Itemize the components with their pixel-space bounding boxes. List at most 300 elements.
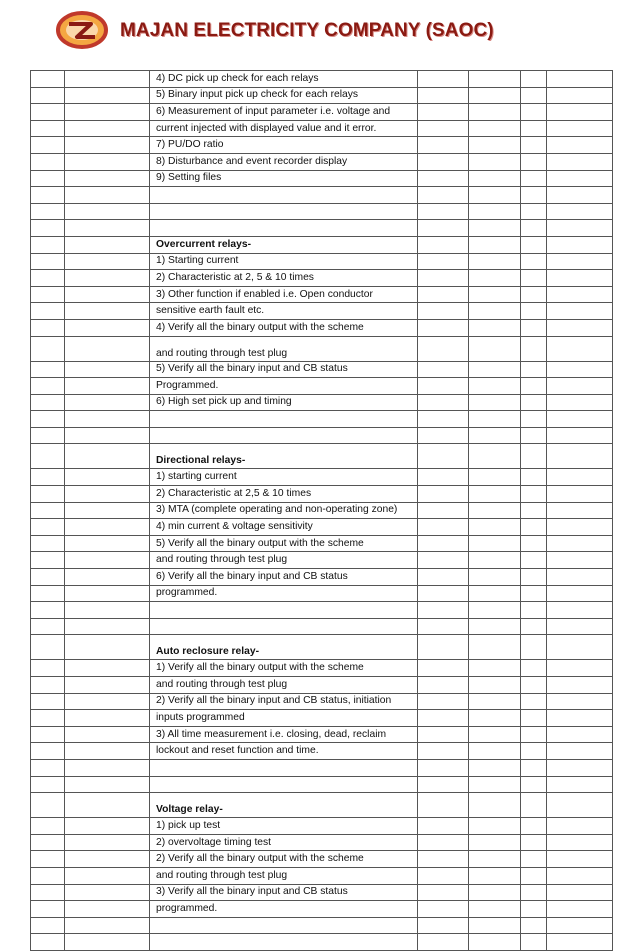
- empty-cell: [469, 759, 521, 776]
- table-row: [31, 378, 613, 395]
- empty-cell: [31, 660, 65, 677]
- table-row: [31, 884, 613, 901]
- section-heading: Directional relays-: [150, 444, 418, 469]
- empty-cell: [521, 776, 547, 793]
- empty-cell: [521, 120, 547, 137]
- empty-cell: [31, 834, 65, 851]
- empty-cell: [418, 535, 469, 552]
- empty-cell: [31, 104, 65, 121]
- table-row: [31, 917, 613, 934]
- table-row: [31, 427, 613, 444]
- table-row: [31, 834, 613, 851]
- test-item-text: sensitive earth fault etc.: [150, 303, 418, 320]
- test-item-text: 3) MTA (complete operating and non-operating zone): [150, 502, 418, 519]
- empty-cell: [521, 569, 547, 586]
- test-item-text: 5) Verify all the binary output with the scheme: [150, 535, 418, 552]
- empty-cell: [469, 87, 521, 104]
- empty-cell: [547, 319, 613, 336]
- empty-cell: [65, 867, 150, 884]
- table-row: [31, 361, 613, 378]
- empty-cell: [65, 71, 150, 88]
- empty-cell: [31, 153, 65, 170]
- empty-cell: [31, 486, 65, 503]
- empty-cell: [521, 486, 547, 503]
- empty-cell: [418, 635, 469, 660]
- empty-cell: [521, 677, 547, 694]
- empty-cell: [418, 726, 469, 743]
- empty-cell: [65, 793, 150, 818]
- empty-cell: [418, 469, 469, 486]
- empty-cell: [521, 319, 547, 336]
- table-row: [31, 286, 613, 303]
- test-checklist-table: [30, 70, 613, 951]
- empty-cell: [418, 394, 469, 411]
- test-item-text: 6) Verify all the binary input and CB status: [150, 569, 418, 586]
- empty-cell: [521, 104, 547, 121]
- empty-cell: [418, 411, 469, 428]
- empty-cell: [469, 71, 521, 88]
- table-row: [31, 104, 613, 121]
- empty-cell: [547, 170, 613, 187]
- empty-cell: [418, 486, 469, 503]
- empty-cell: [547, 361, 613, 378]
- empty-cell: [469, 502, 521, 519]
- empty-cell: [469, 660, 521, 677]
- empty-cell: [65, 394, 150, 411]
- empty-cell: [547, 411, 613, 428]
- empty-cell: [418, 286, 469, 303]
- test-item-text: [150, 917, 418, 934]
- empty-cell: [65, 901, 150, 918]
- test-item-text: [150, 618, 418, 635]
- empty-cell: [418, 378, 469, 395]
- empty-cell: [31, 569, 65, 586]
- test-item-text: 2) Verify all the binary input and CB status, initiation: [150, 693, 418, 710]
- empty-cell: [521, 469, 547, 486]
- empty-cell: [469, 602, 521, 619]
- empty-cell: [521, 303, 547, 320]
- empty-cell: [31, 286, 65, 303]
- empty-cell: [65, 411, 150, 428]
- table-row: [31, 486, 613, 503]
- empty-cell: [521, 411, 547, 428]
- test-item-text: and routing through test plug: [150, 867, 418, 884]
- empty-cell: [521, 710, 547, 727]
- empty-cell: [31, 469, 65, 486]
- test-item-text: 1) starting current: [150, 469, 418, 486]
- empty-cell: [65, 220, 150, 237]
- empty-cell: [65, 710, 150, 727]
- empty-cell: [547, 519, 613, 536]
- empty-cell: [547, 793, 613, 818]
- empty-cell: [31, 535, 65, 552]
- empty-cell: [65, 87, 150, 104]
- empty-cell: [418, 552, 469, 569]
- table-row: [31, 336, 613, 361]
- table-row: [31, 618, 613, 635]
- empty-cell: [547, 535, 613, 552]
- table-row: [31, 253, 613, 270]
- empty-cell: [469, 726, 521, 743]
- empty-cell: [418, 710, 469, 727]
- table-row: [31, 187, 613, 204]
- empty-cell: [521, 934, 547, 951]
- empty-cell: [65, 444, 150, 469]
- empty-cell: [469, 286, 521, 303]
- empty-cell: [31, 867, 65, 884]
- empty-cell: [31, 726, 65, 743]
- empty-cell: [418, 519, 469, 536]
- empty-cell: [65, 104, 150, 121]
- section-heading: Auto reclosure relay-: [150, 635, 418, 660]
- empty-cell: [65, 153, 150, 170]
- empty-cell: [65, 569, 150, 586]
- empty-cell: [65, 486, 150, 503]
- empty-cell: [31, 270, 65, 287]
- table-row: [31, 153, 613, 170]
- empty-cell: [521, 270, 547, 287]
- empty-cell: [547, 693, 613, 710]
- empty-cell: [418, 901, 469, 918]
- empty-cell: [418, 270, 469, 287]
- empty-cell: [469, 253, 521, 270]
- empty-cell: [521, 444, 547, 469]
- empty-cell: [31, 743, 65, 760]
- empty-cell: [521, 901, 547, 918]
- test-item-text: 6) Measurement of input parameter i.e. voltage and: [150, 104, 418, 121]
- empty-cell: [547, 87, 613, 104]
- empty-cell: [547, 486, 613, 503]
- empty-cell: [521, 203, 547, 220]
- test-item-text: 4) min current & voltage sensitivity: [150, 519, 418, 536]
- empty-cell: [418, 71, 469, 88]
- empty-cell: [418, 693, 469, 710]
- empty-cell: [469, 104, 521, 121]
- empty-cell: [65, 759, 150, 776]
- empty-cell: [547, 618, 613, 635]
- empty-cell: [469, 834, 521, 851]
- empty-cell: [521, 519, 547, 536]
- empty-cell: [31, 602, 65, 619]
- empty-cell: [547, 104, 613, 121]
- empty-cell: [418, 759, 469, 776]
- empty-cell: [418, 137, 469, 154]
- empty-cell: [469, 444, 521, 469]
- empty-cell: [418, 236, 469, 253]
- empty-cell: [521, 818, 547, 835]
- test-item-text: 2) Characteristic at 2,5 & 10 times: [150, 486, 418, 503]
- empty-cell: [547, 602, 613, 619]
- empty-cell: [469, 303, 521, 320]
- empty-cell: [469, 394, 521, 411]
- empty-cell: [521, 917, 547, 934]
- empty-cell: [469, 793, 521, 818]
- empty-cell: [65, 137, 150, 154]
- empty-cell: [418, 444, 469, 469]
- empty-cell: [469, 818, 521, 835]
- empty-cell: [547, 502, 613, 519]
- table-row: [31, 585, 613, 602]
- table-row: [31, 319, 613, 336]
- empty-cell: [31, 618, 65, 635]
- test-item-text: Programmed.: [150, 378, 418, 395]
- empty-cell: [418, 253, 469, 270]
- empty-cell: [65, 427, 150, 444]
- empty-cell: [65, 934, 150, 951]
- test-item-text: 3) All time measurement i.e. closing, dead, reclaim: [150, 726, 418, 743]
- empty-cell: [547, 137, 613, 154]
- empty-cell: [521, 834, 547, 851]
- empty-cell: [418, 851, 469, 868]
- empty-cell: [469, 677, 521, 694]
- empty-cell: [31, 361, 65, 378]
- empty-cell: [547, 585, 613, 602]
- empty-cell: [521, 87, 547, 104]
- empty-cell: [547, 120, 613, 137]
- empty-cell: [65, 203, 150, 220]
- empty-cell: [547, 444, 613, 469]
- empty-cell: [469, 743, 521, 760]
- empty-cell: [469, 236, 521, 253]
- table-row: [31, 851, 613, 868]
- empty-cell: [31, 137, 65, 154]
- empty-cell: [31, 851, 65, 868]
- empty-cell: [547, 818, 613, 835]
- empty-cell: [469, 851, 521, 868]
- empty-cell: [418, 319, 469, 336]
- empty-cell: [469, 635, 521, 660]
- empty-cell: [547, 427, 613, 444]
- empty-cell: [469, 867, 521, 884]
- empty-cell: [65, 120, 150, 137]
- empty-cell: [31, 253, 65, 270]
- empty-cell: [521, 394, 547, 411]
- empty-cell: [469, 486, 521, 503]
- empty-cell: [418, 502, 469, 519]
- table-row: [31, 137, 613, 154]
- empty-cell: [521, 220, 547, 237]
- table-row: [31, 759, 613, 776]
- empty-cell: [469, 170, 521, 187]
- empty-cell: [31, 319, 65, 336]
- empty-cell: [521, 693, 547, 710]
- empty-cell: [65, 851, 150, 868]
- test-item-text: 4) DC pick up check for each relays: [150, 71, 418, 88]
- empty-cell: [469, 535, 521, 552]
- empty-cell: [418, 776, 469, 793]
- table-row: [31, 469, 613, 486]
- empty-cell: [521, 793, 547, 818]
- document-header: [0, 0, 638, 68]
- empty-cell: [31, 203, 65, 220]
- empty-cell: [547, 660, 613, 677]
- empty-cell: [418, 618, 469, 635]
- test-item-text: and routing through test plug: [150, 677, 418, 694]
- empty-cell: [521, 602, 547, 619]
- empty-cell: [547, 759, 613, 776]
- empty-cell: [31, 552, 65, 569]
- table-row: [31, 710, 613, 727]
- empty-cell: [31, 87, 65, 104]
- empty-cell: [521, 427, 547, 444]
- empty-cell: [547, 635, 613, 660]
- test-item-text: [150, 776, 418, 793]
- test-item-text: [150, 427, 418, 444]
- empty-cell: [547, 203, 613, 220]
- table-row: [31, 411, 613, 428]
- empty-cell: [547, 469, 613, 486]
- empty-cell: [31, 220, 65, 237]
- empty-cell: [31, 585, 65, 602]
- table-row: [31, 203, 613, 220]
- empty-cell: [521, 187, 547, 204]
- empty-cell: [521, 759, 547, 776]
- table-row: [31, 303, 613, 320]
- empty-cell: [469, 710, 521, 727]
- test-item-text: 3) Other function if enabled i.e. Open conductor: [150, 286, 418, 303]
- test-item-text: 8) Disturbance and event recorder display: [150, 153, 418, 170]
- table-row: [31, 87, 613, 104]
- empty-cell: [521, 170, 547, 187]
- empty-cell: [547, 378, 613, 395]
- empty-cell: [469, 361, 521, 378]
- empty-cell: [418, 867, 469, 884]
- empty-cell: [65, 170, 150, 187]
- empty-cell: [31, 934, 65, 951]
- empty-cell: [469, 427, 521, 444]
- test-item-text: [150, 602, 418, 619]
- test-item-text: programmed.: [150, 585, 418, 602]
- empty-cell: [65, 270, 150, 287]
- empty-cell: [469, 917, 521, 934]
- empty-cell: [469, 618, 521, 635]
- empty-cell: [31, 710, 65, 727]
- test-item-text: programmed.: [150, 901, 418, 918]
- table-row: [31, 552, 613, 569]
- majan-logo-icon: [55, 10, 110, 50]
- empty-cell: [418, 934, 469, 951]
- empty-cell: [547, 917, 613, 934]
- empty-cell: [547, 286, 613, 303]
- empty-cell: [418, 818, 469, 835]
- empty-cell: [418, 793, 469, 818]
- table-row: [31, 818, 613, 835]
- table-row: [31, 270, 613, 287]
- test-item-text: [150, 759, 418, 776]
- empty-cell: [65, 635, 150, 660]
- empty-cell: [469, 776, 521, 793]
- empty-cell: [31, 303, 65, 320]
- empty-cell: [31, 793, 65, 818]
- empty-cell: [469, 693, 521, 710]
- empty-cell: [469, 884, 521, 901]
- empty-cell: [418, 187, 469, 204]
- empty-cell: [521, 253, 547, 270]
- empty-cell: [418, 569, 469, 586]
- empty-cell: [31, 411, 65, 428]
- empty-cell: [65, 361, 150, 378]
- table-row: [31, 867, 613, 884]
- empty-cell: [469, 901, 521, 918]
- empty-cell: [418, 153, 469, 170]
- empty-cell: [521, 153, 547, 170]
- empty-cell: [65, 253, 150, 270]
- table-row: [31, 170, 613, 187]
- empty-cell: [418, 170, 469, 187]
- empty-cell: [31, 917, 65, 934]
- table-row: [31, 394, 613, 411]
- empty-cell: [547, 270, 613, 287]
- empty-cell: [418, 677, 469, 694]
- empty-cell: [469, 336, 521, 361]
- empty-cell: [418, 220, 469, 237]
- empty-cell: [469, 934, 521, 951]
- empty-cell: [521, 236, 547, 253]
- empty-cell: [65, 336, 150, 361]
- empty-cell: [31, 519, 65, 536]
- test-item-text: 5) Verify all the binary input and CB status: [150, 361, 418, 378]
- empty-cell: [547, 901, 613, 918]
- table-row: [31, 901, 613, 918]
- test-item-text: [150, 411, 418, 428]
- empty-cell: [521, 851, 547, 868]
- empty-cell: [31, 901, 65, 918]
- empty-cell: [547, 743, 613, 760]
- empty-cell: [65, 469, 150, 486]
- empty-cell: [31, 693, 65, 710]
- empty-cell: [469, 552, 521, 569]
- empty-cell: [418, 602, 469, 619]
- table-row: [31, 502, 613, 519]
- empty-cell: [418, 203, 469, 220]
- empty-cell: [31, 884, 65, 901]
- empty-cell: [547, 884, 613, 901]
- empty-cell: [418, 303, 469, 320]
- empty-cell: [65, 818, 150, 835]
- empty-cell: [469, 137, 521, 154]
- empty-cell: [547, 569, 613, 586]
- test-item-text: [150, 220, 418, 237]
- empty-cell: [521, 635, 547, 660]
- table-row: [31, 220, 613, 237]
- empty-cell: [65, 776, 150, 793]
- test-item-text: [150, 934, 418, 951]
- empty-cell: [65, 535, 150, 552]
- empty-cell: [547, 867, 613, 884]
- empty-cell: [31, 394, 65, 411]
- empty-cell: [65, 236, 150, 253]
- empty-cell: [469, 153, 521, 170]
- empty-cell: [469, 569, 521, 586]
- table-row: [31, 519, 613, 536]
- test-item-text: 3) Verify all the binary input and CB status: [150, 884, 418, 901]
- table-row: [31, 444, 613, 469]
- empty-cell: [65, 519, 150, 536]
- empty-cell: [31, 635, 65, 660]
- test-item-text: 1) Verify all the binary output with the scheme: [150, 660, 418, 677]
- empty-cell: [521, 585, 547, 602]
- empty-cell: [65, 884, 150, 901]
- empty-cell: [469, 411, 521, 428]
- section-heading: Voltage relay-: [150, 793, 418, 818]
- empty-cell: [547, 253, 613, 270]
- empty-cell: [547, 303, 613, 320]
- empty-cell: [65, 585, 150, 602]
- test-item-text: and routing through test plug: [150, 336, 418, 361]
- empty-cell: [418, 585, 469, 602]
- company-title: MAJAN ELECTRICITY COMPANY (SAOC): [120, 20, 494, 41]
- test-item-text: 5) Binary input pick up check for each relays: [150, 87, 418, 104]
